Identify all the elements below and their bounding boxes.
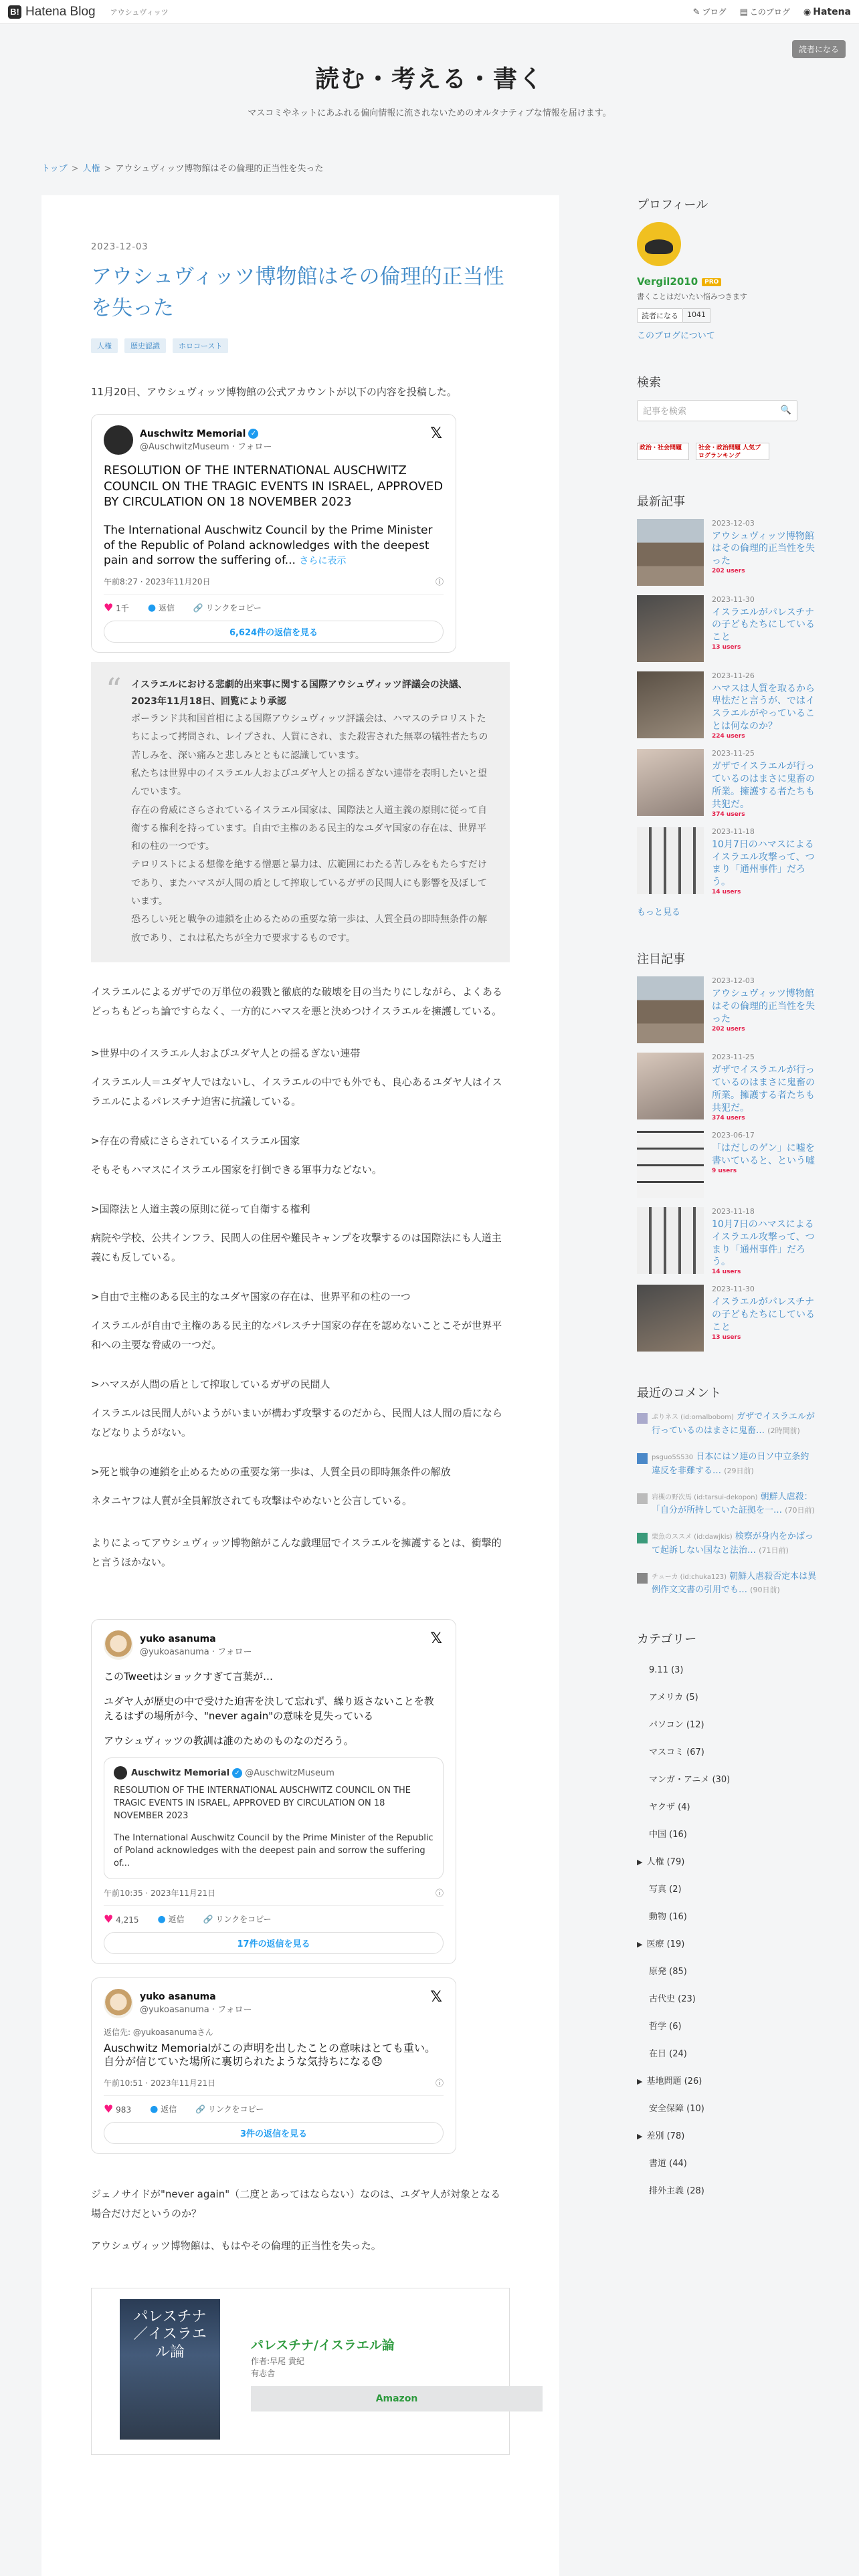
top-bar	[0, 0, 859, 24]
article-thumbnail[interactable]	[637, 595, 704, 662]
heart-icon: ♥	[104, 1912, 114, 1925]
category-item[interactable]: 古代史 (23)	[649, 1994, 696, 2005]
article-title: 10月7日のハマスによるイスラエル攻撃って、つまり「通州事件」だろう。	[712, 839, 815, 888]
quoted-text: The International Auschwitz Council by the Prime Minister of the Republic of Poland acknowledges with the deepest pain and sorrow the suffering of...	[114, 1832, 434, 1868]
reply-to[interactable]: 返信先: @yukoasanumaさん	[104, 2027, 213, 2037]
module-heading: 注目記事	[637, 952, 685, 967]
search-icon[interactable]: 🔍	[780, 405, 791, 415]
comment-item[interactable]	[637, 1451, 818, 1479]
article-title: ガザでイスラエルが行っているのはまさに鬼畜の所業。擁護する者たちも共犯だ。	[712, 1065, 815, 1113]
book-meta	[251, 2355, 304, 2379]
article-date: 2023-11-18	[712, 1206, 755, 1216]
featured-posts-module	[637, 950, 818, 1352]
category-item[interactable]: マスコミ (67)	[649, 1747, 704, 1758]
tweet-text: アウシュヴィッツの教訓は誰のためのものなのだろう。	[104, 1734, 354, 1747]
heart-icon: ♥	[104, 2103, 114, 2116]
comment-user: ぷりネス (id:omalbobom)	[652, 1414, 734, 1422]
hatena-blog-logo[interactable]	[8, 5, 96, 19]
tweet-author: Auschwitz Memorial	[140, 428, 246, 439]
avatar[interactable]	[104, 425, 133, 455]
module-heading: 最新記事	[637, 494, 685, 509]
quote-line: 存在の脅威にさらされているイスラエル国家は、国際法と人道主義の原則に従って自衛する権利を持っています。自由で主権のある民主的なユダヤ国家の存在は、世界平和の柱の一つです。	[131, 804, 487, 853]
article-thumbnail[interactable]	[637, 749, 704, 816]
reply-icon: ●	[147, 602, 157, 613]
tweet-text: Auschwitz Memorialがこの声明を出したことの意味はとても重い。自分が信じていた場所に裏切られたような気持ちになる😞	[104, 2041, 436, 2068]
article-item[interactable]	[637, 1207, 818, 1276]
category-item[interactable]: 動物 (16)	[649, 1912, 687, 1923]
comment-title: 検察が身内をかばって起訴しない国なと法治…	[652, 1531, 814, 1555]
category-tag[interactable]: 歴史認識	[124, 338, 166, 353]
tweet-timestamp[interactable]: 午前8:27 · 2023年11月20日	[104, 576, 211, 586]
write-link[interactable]: ✎ ブログ	[692, 7, 727, 17]
commenter-icon	[637, 1493, 648, 1504]
link-icon: 🔗	[193, 603, 203, 613]
comment-item[interactable]	[637, 1410, 818, 1438]
post-categories	[91, 338, 510, 353]
breadcrumb: トップ > 人権 > アウシュヴィッツ博物館はその倫理的正当性を失った	[41, 164, 324, 174]
ranking-banner[interactable]: 政治・社会問題	[637, 443, 689, 460]
article-date: 2023-06-17	[712, 1130, 755, 1140]
breadcrumb-category[interactable]: 人権	[82, 164, 100, 174]
article-thumbnail[interactable]	[637, 519, 704, 586]
comment-item[interactable]	[637, 1530, 818, 1558]
point-text: 病院や学校、公共インフラ、民間人の住居や難民キャンプを攻撃するのは国際法にも人道主義にも反している。	[91, 1231, 502, 1263]
category-item[interactable]: ▶ 人権 (79)	[637, 1848, 818, 1876]
point-heading: >自由で主権のある民主的なユダヤ国家の存在は、世界平和の柱の一つ	[91, 1291, 411, 1303]
verified-icon: ✓	[232, 1768, 242, 1778]
category-item[interactable]: 原発 (85)	[649, 1967, 687, 1977]
comment-user: 岩槻の野次馬 (id:tarsui-dekopon)	[652, 1493, 758, 1501]
article-date: 2023-11-30	[712, 595, 755, 604]
category-item[interactable]: マンガ・アニメ (30)	[649, 1775, 731, 1786]
comment-item[interactable]	[637, 1570, 818, 1598]
copy-link-button[interactable]: 🔗 リンクをコピー	[195, 2105, 264, 2115]
tweet-handle[interactable]: @yukoasanuma · フォロー	[140, 2005, 252, 2015]
point-heading: >ハマスが人間の盾として搾取しているガザの民間人	[91, 1378, 330, 1391]
tweet-author[interactable]: yuko asanuma	[140, 1992, 216, 2002]
article-title: 「はだしのゲン」に嘘を書いていると、という嘘	[712, 1142, 815, 1166]
category-item[interactable]: アメリカ (5)	[649, 1693, 698, 1703]
category-item[interactable]: ▶ 医療 (19)	[637, 1931, 818, 1958]
this-blog-link[interactable]: ▤ このブログ	[739, 7, 790, 17]
x-logo-icon[interactable]: 𝕏	[430, 1630, 442, 1648]
link-icon: 🔗	[203, 1914, 213, 1924]
bookmark-count: 202 users	[712, 1025, 745, 1033]
like-button[interactable]: ♥ 4,215	[104, 1912, 139, 1925]
heart-icon: ♥	[104, 601, 114, 614]
comment-user: チューカ (id:chuka123)	[652, 1573, 727, 1581]
category-tag[interactable]: ホロコースト	[173, 338, 228, 353]
bookmark-count: 14 users	[712, 889, 741, 896]
category-item[interactable]: ヤクザ (4)	[649, 1802, 690, 1813]
comment-item[interactable]	[637, 1491, 818, 1519]
comment-time: (2時間前)	[767, 1426, 800, 1436]
comment-title: 朝鮮人虐殺：「自分が所持していた証拠を一…	[652, 1491, 813, 1516]
category-item[interactable]: 哲学 (6)	[649, 2022, 682, 2032]
search-placeholder: 記事を検索	[643, 407, 687, 417]
x-logo-icon[interactable]: 𝕏	[430, 1988, 442, 2006]
blog-description: マスコミやネットにあふれる偏向情報に流されないためのオルタナティブな情報を届けます。	[248, 108, 611, 118]
tweet-text: RESOLUTION OF THE INTERNATIONAL AUSCHWITZ COUNCIL ON THE TRAGIC EVENTS IN ISRAEL, APPROVED BY CIRCULATION ON 18 NOVEMBER 2023	[104, 463, 444, 510]
article-thumbnail[interactable]	[637, 1207, 704, 1274]
category-item[interactable]: 写真 (2)	[649, 1885, 682, 1895]
point-text: イスラエルは民間人がいようがいまいが構わず攻撃するのだから、民間人は人間の盾にならなどなりようがない。	[91, 1406, 502, 1438]
sidebar	[637, 195, 818, 2237]
blockquote	[91, 662, 510, 962]
book-author: 作者:早尾 貴紀	[251, 2356, 304, 2366]
category-item[interactable]: 9.11 (3)	[649, 1665, 684, 1676]
article-item[interactable]	[637, 749, 818, 818]
avatar[interactable]	[104, 1989, 133, 2018]
search-input[interactable]	[637, 400, 797, 421]
article-title: アウシュヴィッツ博物館はその倫理的正当性を失った	[712, 988, 815, 1025]
bookmark-count: 9 users	[712, 1167, 737, 1174]
amazon-button[interactable]: Amazon	[251, 2386, 543, 2411]
breadcrumb-current: アウシュヴィッツ博物館はその倫理的正当性を失った	[115, 164, 324, 174]
embedded-tweet[interactable]	[91, 414, 456, 652]
like-button[interactable]: ♥ 983	[104, 2103, 132, 2116]
article-title: ハマスは人質を取るから卑怯だと言うが、ではイスラエルがやっていることは何なのか？	[712, 683, 815, 732]
tweet-text: ユダヤ人が歴史の中で受けた迫害を決して忘れず、繰り返さないことを教えるはずの場所が今、"never again"の意味を見失っている	[104, 1695, 434, 1723]
categories-module	[637, 1630, 818, 2205]
paragraph: アウシュヴィッツ博物館は、もはやその倫理的正当性を失った。	[91, 2239, 381, 2252]
book-title[interactable]: パレスチナ/イスラエル論	[251, 2337, 395, 2353]
quote-line: 私たちは世界中のイスラエル人およびユダヤ人との揺るぎない連帯を表明したいと望んでいます。	[131, 768, 487, 798]
point-text: ネタニヤフは人質が全員解放されても攻撃はやめないと公言している。	[91, 1494, 413, 1507]
comment-time: (71日前)	[759, 1545, 789, 1555]
hatena-menu[interactable]: ◉ Hatena	[803, 6, 851, 17]
profile-description: 書くことはだいたい悩みつきます	[637, 292, 747, 301]
embedded-tweet[interactable]	[91, 1977, 456, 2155]
reply-icon: ●	[150, 2104, 159, 2115]
article	[41, 195, 559, 2576]
profile-module	[637, 195, 818, 341]
points-list	[91, 1044, 510, 1511]
subscribe-button[interactable]: 読者になる	[792, 40, 846, 58]
bookmark-count: 202 users	[712, 568, 745, 575]
read-replies-button[interactable]: 6,624件の返信を見る	[104, 621, 444, 643]
like-button[interactable]: ♥ 1千	[104, 601, 129, 614]
intro-paragraph: 11月20日、アウシュヴィッツ博物館の公式アカウントが以下の内容を投稿した。	[91, 386, 457, 398]
user-icon: ◉	[803, 7, 812, 17]
reply-button[interactable]: ● 返信	[147, 602, 175, 613]
comment-title: 日本にはソ連の日ソ中立条約違反を非難する…	[652, 1451, 809, 1476]
blog-title[interactable]: 読む・考える・書く	[314, 65, 544, 93]
reply-button[interactable]: ● 返信	[157, 1913, 185, 1925]
module-heading: プロフィール	[637, 198, 708, 212]
paragraph: イスラエルによるガザでの万単位の殺戮と徹底的な破壊を目の当たりにしながら、よくあるどっちもどっち論ですらなく、一方的にハマスを悪と決めつけイスラエルを擁護している。	[91, 985, 502, 1018]
tweet-timestamp[interactable]: 午前10:35 · 2023年11月21日	[104, 1888, 216, 1898]
article-thumbnail[interactable]	[637, 976, 704, 1043]
more-link[interactable]: もっと見る	[637, 907, 681, 918]
quote-icon: “	[106, 671, 122, 708]
read-replies-button[interactable]: 3件の返信を見る	[104, 2122, 444, 2144]
module-heading: 最近のコメント	[637, 1386, 721, 1401]
category-item[interactable]: パソコン (12)	[649, 1720, 704, 1731]
article-title: イスラエルがパレスチナの子どもたちにしていること	[712, 1297, 815, 1333]
breadcrumb-top[interactable]: トップ	[41, 164, 68, 174]
article-title: ガザでイスラエルが行っているのはまさに鬼畜の所業。擁護する者たちも共犯だ。	[712, 761, 815, 810]
commenter-icon	[637, 1413, 648, 1424]
article-title: イスラエルがパレスチナの子どもたちにしていること	[712, 607, 815, 643]
book-publisher: 有志舎	[251, 2368, 276, 2378]
comment-title: 朝鮮人虐殺否定本は異例作文文書の引用でも…	[652, 1571, 817, 1596]
dashboard-icon: ▤	[739, 7, 748, 17]
comment-time: (70日前)	[785, 1506, 815, 1515]
info-icon[interactable]: ⓘ	[435, 2078, 444, 2088]
avatar	[114, 1766, 127, 1780]
tweet-handle[interactable]: @yukoasanuma · フォロー	[140, 1646, 252, 1657]
article-item[interactable]	[637, 1131, 818, 1198]
logo-text: Hatena Blog	[25, 4, 96, 19]
article-title: 10月7日のハマスによるイスラエル攻撃って、つまり「通州事件」だろう。	[712, 1218, 815, 1268]
show-more-link[interactable]: さらに表示	[299, 555, 347, 566]
ranking-banners	[637, 443, 818, 460]
article-item[interactable]	[637, 1053, 818, 1121]
category-item[interactable]: 書道 (44)	[649, 2159, 687, 2169]
point-heading: >世界中のイスラエル人およびユダヤ人との揺るぎない連帯	[91, 1047, 361, 1060]
article-thumbnail[interactable]	[637, 1285, 704, 1352]
bookmark-count: 374 users	[712, 1114, 745, 1121]
commenter-icon	[637, 1573, 648, 1584]
commenter-icon	[637, 1453, 648, 1464]
copy-link-button[interactable]: 🔗 リンクをコピー	[193, 603, 262, 613]
comment-time: (90日前)	[750, 1586, 780, 1595]
category-item[interactable]: 在日 (24)	[649, 2049, 687, 2060]
bookmark-count: 13 users	[712, 644, 741, 651]
comment-time: (29日前)	[724, 1466, 754, 1475]
article-thumbnail[interactable]	[637, 1053, 704, 1119]
tweet-author[interactable]: yuko asanuma	[140, 1633, 216, 1644]
quoted-handle: @AuschwitzMuseum	[245, 1767, 335, 1778]
article-item[interactable]	[637, 671, 818, 740]
category-item[interactable]: 排外主義 (28)	[649, 2186, 704, 2197]
category-item[interactable]: ▶ 基地問題 (26)	[637, 2068, 818, 2095]
about-blog-link[interactable]: このブログについて	[637, 330, 715, 341]
tweet-timestamp[interactable]: 午前10:51 · 2023年11月21日	[104, 2078, 216, 2088]
copy-link-button[interactable]: 🔗 リンクをコピー	[203, 1914, 272, 1924]
article-item[interactable]	[637, 827, 818, 896]
commenter-icon	[637, 1533, 648, 1543]
module-heading: カテゴリー	[637, 1632, 697, 1647]
recent-posts-module	[637, 492, 818, 918]
module-heading: 検索	[637, 375, 661, 390]
subscriber-count: 1041	[683, 308, 710, 323]
category-item[interactable]: ▶ 差別 (78)	[637, 2123, 818, 2150]
quoted-text: RESOLUTION OF THE INTERNATIONAL AUSCHWITZ COUNCIL ON THE TRAGIC EVENTS IN ISRAEL, APPROVED BY CIRCULATION ON 18 NOVEMBER 2023	[114, 1786, 411, 1822]
quoted-author: Auschwitz Memorial	[131, 1767, 230, 1778]
recent-comments-module	[637, 1384, 818, 1598]
quote-line: ポーランド共和国首相による国際アウシュヴィッツ評議会は、ハマスのテロリストたちによって拷問され、レイプされ、人質にされ、また殺害された無辜の犠牲者たちの苦しみを、深い痛みと悲しみとともに認識しています。	[131, 714, 488, 761]
bookmark-count: 374 users	[712, 811, 745, 818]
tweet-text: このTweetはショックすぎて言葉が…	[104, 1671, 273, 1683]
book-cover[interactable]: パレスチナ／イスラエル論	[120, 2299, 220, 2440]
point-heading: >死と戦争の連鎖を止めるための重要な第一歩は、人質全員の即時無条件の解放	[91, 1466, 451, 1479]
category-list	[637, 1656, 818, 2205]
read-replies-button[interactable]: 17件の返信を見る	[104, 1932, 444, 1954]
quote-line: 恐ろしい死と戦争の連鎖を止めるための重要な第一歩は、人質全員の即時無条件の解放であり、これは私たちが全力で要求するものです。	[131, 914, 487, 944]
article-thumbnail[interactable]	[637, 671, 704, 738]
article-date: 2023-11-25	[712, 1053, 755, 1062]
avatar[interactable]	[104, 1630, 133, 1660]
quote-heading: イスラエルにおける悲劇的出来事に関する国際アウシュヴィッツ評議会の決議、2023年11月18日、回覧により承認	[131, 679, 468, 707]
quoted-tweet[interactable]	[104, 1757, 444, 1879]
verified-icon: ✓	[248, 429, 258, 439]
bookmark-count: 13 users	[712, 1333, 741, 1341]
paragraph: ジェノサイドが"never again"（二度とあってはならない）なのは、ユダヤ人が対象となる場合だけだというのか？	[91, 2188, 500, 2220]
article-date: 2023-11-25	[712, 749, 755, 758]
comment-title: ガザでイスラエルが行っているのはまさに鬼畜…	[652, 1412, 815, 1436]
link-icon: 🔗	[195, 2105, 206, 2115]
quote-line: テロリストによる想像を絶する憎悪と暴力は、広範囲にわたる苦しみをもたらすだけであり、またハマスが人間の盾として搾取しているガザの民間人にも影響を及ぼしています。	[131, 859, 487, 907]
pencil-icon: ✎	[692, 7, 700, 17]
subscribe-button[interactable]: 読者になる	[637, 308, 683, 323]
article-date: 2023-11-18	[712, 827, 755, 836]
x-logo-icon[interactable]: 𝕏	[430, 425, 442, 443]
article-date: 2023-12-03	[712, 976, 755, 986]
comment-user: 栗魚のススメ (id:dawjkis)	[652, 1533, 733, 1541]
point-heading: >存在の脅威にさらされているイスラエル国家	[91, 1135, 300, 1148]
search-module	[637, 373, 818, 421]
point-text: そもそもハマスにイスラエル国家を打倒できる軍事力などない。	[91, 1163, 382, 1176]
article-item[interactable]	[637, 1285, 818, 1352]
pro-badge: PRO	[702, 278, 721, 286]
profile-avatar[interactable]	[637, 222, 681, 266]
blog-selector[interactable]: アウシュヴィッツ	[110, 7, 169, 17]
category-item[interactable]: 安全保障 (10)	[649, 2104, 704, 2115]
profile-name: Vergil2010	[637, 276, 698, 288]
bookmark-count: 224 users	[712, 733, 745, 740]
info-icon[interactable]: ⓘ	[435, 576, 444, 586]
post-title[interactable]: アウシュヴィッツ博物館はその倫理的正当性を失った	[91, 265, 504, 320]
article-date: 2023-12-03	[712, 518, 755, 528]
paragraph: よりによってアウシュヴィッツ博物館がこんな戯理屈でイスラエルを擁護するとは、衝撃的と言うほかない。	[91, 1536, 502, 1569]
category-tag[interactable]: 人権	[91, 338, 118, 353]
embedded-tweet[interactable]	[91, 1619, 456, 1963]
bookmark-count: 14 users	[712, 1269, 741, 1276]
category-item[interactable]: 中国 (16)	[649, 1830, 687, 1840]
article-date: 2023-11-26	[712, 671, 755, 680]
amazon-card	[91, 2288, 510, 2455]
hatena-logo-icon: B!	[8, 5, 21, 19]
point-text: イスラエルが自由で主権のある民主的なパレスチナ国家の存在を認めないことこそが世界平和への主要な脅威の一つだ。	[91, 1319, 502, 1351]
tweet-text: The International Auschwitz Council by the Prime Minister of the Republic of Poland acknowledges with the deepest pain and sorrow the suffering of...	[104, 524, 433, 567]
info-icon[interactable]: ⓘ	[435, 1888, 444, 1898]
article-title: アウシュヴィッツ博物館はその倫理的正当性を失った	[712, 530, 815, 567]
point-text: イスラエル人＝ユダヤ人ではないし、イスラエルの中でも外でも、良心あるユダヤ人はイスラエルによるパレスチナ迫害に抗議している。	[91, 1075, 502, 1108]
article-item[interactable]	[637, 976, 818, 1043]
article-thumbnail[interactable]	[637, 827, 704, 894]
ranking-banner[interactable]: 社会・政治問題 人気ブログランキング	[696, 443, 769, 460]
article-item[interactable]	[637, 519, 818, 586]
point-heading: >国際法と人道主義の原則に従って自衛する権利	[91, 1203, 310, 1216]
article-item[interactable]	[637, 595, 818, 662]
reply-icon: ●	[157, 1913, 166, 1925]
reply-button[interactable]: ● 返信	[150, 2104, 177, 2115]
comment-user: psguo5S530	[652, 1453, 694, 1461]
tweet-handle[interactable]: @AuschwitzMuseum · フォロー	[140, 441, 272, 452]
article-thumbnail[interactable]	[637, 1131, 704, 1198]
post-date[interactable]: 2023-12-03	[91, 242, 149, 252]
article-date: 2023-11-30	[712, 1285, 755, 1294]
